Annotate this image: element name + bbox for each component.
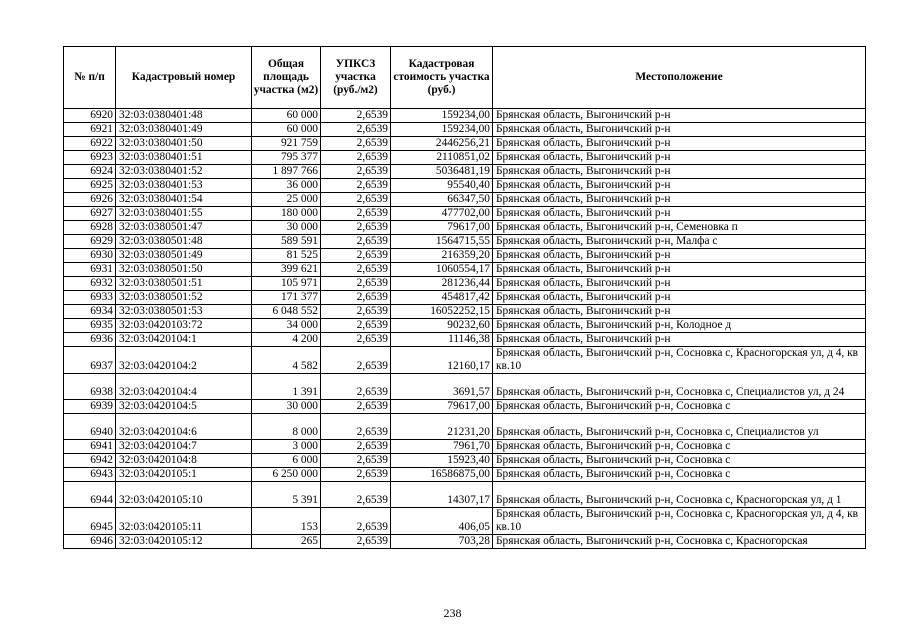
cell-rate: 2,6539 [321, 221, 391, 235]
cell-rate: 2,6539 [321, 535, 391, 549]
cell-area: 6 250 000 [252, 468, 321, 482]
cell-rate: 2,6539 [321, 414, 391, 440]
cell-cadastral: 32:03:0420104:7 [116, 440, 252, 454]
cell-cadastral: 32:03:0420104:6 [116, 414, 252, 440]
table-row [64, 235, 866, 249]
cell-location: Брянская область, Выгоничский р-н [493, 333, 866, 347]
header-rate: УПКСЗ участка (руб./м2) [321, 47, 391, 109]
cell-rate: 2,6539 [321, 193, 391, 207]
cell-num: 6920 [64, 109, 116, 123]
cell-cost: 2446256,21 [391, 137, 493, 151]
cell-location: Брянская область, Выгоничский р-н, Сосновка с, Красногорская ул, д 4, кв кв.10 [493, 508, 866, 535]
cell-cost: 79617,00 [391, 221, 493, 235]
cell-cost: 406,05 [391, 508, 493, 535]
page-number: 238 [443, 606, 462, 620]
cell-cost: 90232,60 [391, 319, 493, 333]
cell-location: Брянская область, Выгоничский р-н [493, 109, 866, 123]
cell-area: 4 582 [252, 347, 321, 374]
cell-location: Брянская область, Выгоничский р-н, Малфа с [493, 235, 866, 249]
cell-location: Брянская область, Выгоничский р-н [493, 193, 866, 207]
cell-rate: 2,6539 [321, 137, 391, 151]
cell-location: Брянская область, Выгоничский р-н, Сосновка с, Специалистов ул, д 24 [493, 374, 866, 400]
cell-num: 6940 [64, 414, 116, 440]
cell-location: Брянская область, Выгоничский р-н [493, 137, 866, 151]
cell-area: 4 200 [252, 333, 321, 347]
table-row [64, 468, 866, 482]
cell-rate: 2,6539 [321, 263, 391, 277]
cell-num: 6932 [64, 277, 116, 291]
table-row [64, 109, 866, 123]
cell-cadastral: 32:03:0380501:50 [116, 263, 252, 277]
cell-rate: 2,6539 [321, 249, 391, 263]
cell-cost: 15923,40 [391, 454, 493, 468]
cell-cost: 11146,38 [391, 333, 493, 347]
cell-rate: 2,6539 [321, 109, 391, 123]
cell-area: 1 391 [252, 374, 321, 400]
cell-cost: 454817,42 [391, 291, 493, 305]
cell-num: 6921 [64, 123, 116, 137]
table-row [64, 277, 866, 291]
cell-num: 6928 [64, 221, 116, 235]
table-row [64, 508, 866, 535]
cell-area: 3 000 [252, 440, 321, 454]
cell-rate: 2,6539 [321, 291, 391, 305]
cell-cadastral: 32:03:0380501:48 [116, 235, 252, 249]
cell-cost: 16052252,15 [391, 305, 493, 319]
cell-num: 6926 [64, 193, 116, 207]
cell-cadastral: 32:03:0420104:4 [116, 374, 252, 400]
cell-rate: 2,6539 [321, 468, 391, 482]
table-row [64, 165, 866, 179]
cell-location: Брянская область, Выгоничский р-н [493, 263, 866, 277]
cell-area: 6 048 552 [252, 305, 321, 319]
cell-location: Брянская область, Выгоничский р-н, Сосновка с [493, 468, 866, 482]
cell-location: Брянская область, Выгоничский р-н, Колодное д [493, 319, 866, 333]
cell-area: 81 525 [252, 249, 321, 263]
cell-rate: 2,6539 [321, 235, 391, 249]
table-row [64, 400, 866, 414]
cell-num: 6938 [64, 374, 116, 400]
cell-cadastral: 32:03:0420105:11 [116, 508, 252, 535]
cell-num: 6946 [64, 535, 116, 549]
cell-location: Брянская область, Выгоничский р-н [493, 305, 866, 319]
header-area: Общая площадь участка (м2) [252, 47, 321, 109]
cell-num: 6937 [64, 347, 116, 374]
cell-location: Брянская область, Выгоничский р-н, Сосновка с, Красногорская ул, д 1 [493, 482, 866, 508]
cell-cost: 3691,57 [391, 374, 493, 400]
cell-area: 399 621 [252, 263, 321, 277]
table-row [64, 249, 866, 263]
cell-cadastral: 32:03:0380401:54 [116, 193, 252, 207]
cell-area: 8 000 [252, 414, 321, 440]
cell-num: 6925 [64, 179, 116, 193]
cell-cost: 703,28 [391, 535, 493, 549]
cell-location: Брянская область, Выгоничский р-н [493, 249, 866, 263]
cell-location: Брянская область, Выгоничский р-н, Сосновка с, Красногорская ул, д 4, кв кв.10 [493, 347, 866, 374]
cell-location: Брянская область, Выгоничский р-н, Сосновка с, Специалистов ул [493, 414, 866, 440]
cell-location: Брянская область, Выгоничский р-н [493, 207, 866, 221]
cell-area: 105 971 [252, 277, 321, 291]
cell-num: 6924 [64, 165, 116, 179]
cell-num: 6941 [64, 440, 116, 454]
cell-cadastral: 32:03:0420104:5 [116, 400, 252, 414]
cell-num: 6934 [64, 305, 116, 319]
cell-area: 5 391 [252, 482, 321, 508]
cell-cadastral: 32:03:0420105:12 [116, 535, 252, 549]
cell-cadastral: 32:03:0420104:1 [116, 333, 252, 347]
cell-rate: 2,6539 [321, 151, 391, 165]
cell-rate: 2,6539 [321, 277, 391, 291]
table-row [64, 319, 866, 333]
cell-location: Брянская область, Выгоничский р-н, Сосновка с [493, 440, 866, 454]
cell-num: 6942 [64, 454, 116, 468]
cell-rate: 2,6539 [321, 207, 391, 221]
table-row [64, 291, 866, 305]
cell-location: Брянская область, Выгоничский р-н, Сосновка с [493, 400, 866, 414]
cell-num: 6939 [64, 400, 116, 414]
cell-num: 6943 [64, 468, 116, 482]
cell-rate: 2,6539 [321, 319, 391, 333]
header-num: № п/п [64, 47, 116, 109]
cell-location: Брянская область, Выгоничский р-н [493, 277, 866, 291]
cell-area: 171 377 [252, 291, 321, 305]
cell-location: Брянская область, Выгоничский р-н [493, 151, 866, 165]
cell-num: 6930 [64, 249, 116, 263]
cell-cadastral: 32:03:0380501:49 [116, 249, 252, 263]
cell-area: 60 000 [252, 109, 321, 123]
table-row [64, 151, 866, 165]
table-body [64, 109, 866, 549]
cell-rate: 2,6539 [321, 440, 391, 454]
table-row [64, 374, 866, 400]
cell-area: 180 000 [252, 207, 321, 221]
cell-cadastral: 32:03:0380401:55 [116, 207, 252, 221]
cell-rate: 2,6539 [321, 305, 391, 319]
cell-location: Брянская область, Выгоничский р-н, Сосновка с, Красногорская [493, 535, 866, 549]
cell-cost: 477702,00 [391, 207, 493, 221]
cell-cost: 12160,17 [391, 347, 493, 374]
cell-area: 921 759 [252, 137, 321, 151]
cell-rate: 2,6539 [321, 165, 391, 179]
table-row [64, 482, 866, 508]
header-cost: Кадастровая стоимость участка (руб.) [391, 47, 493, 109]
cell-cost: 159234,00 [391, 123, 493, 137]
cell-rate: 2,6539 [321, 333, 391, 347]
cell-cost: 14307,17 [391, 482, 493, 508]
cell-cadastral: 32:03:0380401:49 [116, 123, 252, 137]
cell-area: 25 000 [252, 193, 321, 207]
table-row [64, 347, 866, 374]
cell-cadastral: 32:03:0380501:47 [116, 221, 252, 235]
cell-cadastral: 32:03:0380401:51 [116, 151, 252, 165]
cell-cost: 1060554,17 [391, 263, 493, 277]
cell-num: 6922 [64, 137, 116, 151]
cell-cost: 1564715,55 [391, 235, 493, 249]
cell-cadastral: 32:03:0380401:52 [116, 165, 252, 179]
cell-location: Брянская область, Выгоничский р-н [493, 179, 866, 193]
cell-cadastral: 32:03:0380401:50 [116, 137, 252, 151]
cell-cost: 5036481,19 [391, 165, 493, 179]
cell-num: 6929 [64, 235, 116, 249]
cell-cadastral: 32:03:0380401:48 [116, 109, 252, 123]
table-row [64, 123, 866, 137]
cell-area: 30 000 [252, 221, 321, 235]
cell-location: Брянская область, Выгоничский р-н [493, 165, 866, 179]
cell-rate: 2,6539 [321, 374, 391, 400]
header-location: Местоположение [493, 47, 866, 109]
cell-rate: 2,6539 [321, 123, 391, 137]
table-row [64, 305, 866, 319]
cadastral-table [63, 46, 866, 549]
header-cadastral: Кадастровый номер [116, 47, 252, 109]
cell-cadastral: 32:03:0380501:51 [116, 277, 252, 291]
cell-area: 1 897 766 [252, 165, 321, 179]
table-row [64, 414, 866, 440]
table-row [64, 179, 866, 193]
cell-num: 6923 [64, 151, 116, 165]
cell-rate: 2,6539 [321, 508, 391, 535]
cell-rate: 2,6539 [321, 454, 391, 468]
table-row [64, 535, 866, 549]
table-row [64, 454, 866, 468]
table-row [64, 137, 866, 151]
cell-num: 6927 [64, 207, 116, 221]
cell-area: 6 000 [252, 454, 321, 468]
cell-cadastral: 32:03:0420104:8 [116, 454, 252, 468]
cell-cadastral: 32:03:0380401:53 [116, 179, 252, 193]
cell-cadastral: 32:03:0420105:1 [116, 468, 252, 482]
cell-area: 589 591 [252, 235, 321, 249]
cell-rate: 2,6539 [321, 347, 391, 374]
cell-cost: 16586875,00 [391, 468, 493, 482]
cell-location: Брянская область, Выгоничский р-н, Семеновка п [493, 221, 866, 235]
cell-num: 6936 [64, 333, 116, 347]
table-header-row [64, 47, 866, 109]
cell-cadastral: 32:03:0420105:10 [116, 482, 252, 508]
cell-cadastral: 32:03:0420103:72 [116, 319, 252, 333]
cell-location: Брянская область, Выгоничский р-н, Сосновка с [493, 454, 866, 468]
cell-num: 6935 [64, 319, 116, 333]
cell-area: 36 000 [252, 179, 321, 193]
table-row [64, 221, 866, 235]
cell-area: 795 377 [252, 151, 321, 165]
cell-cadastral: 32:03:0380501:52 [116, 291, 252, 305]
cell-cost: 21231,20 [391, 414, 493, 440]
cell-cost: 95540,40 [391, 179, 493, 193]
cell-cadastral: 32:03:0420104:2 [116, 347, 252, 374]
cell-cost: 79617,00 [391, 400, 493, 414]
cell-location: Брянская область, Выгоничский р-н [493, 291, 866, 305]
cell-area: 153 [252, 508, 321, 535]
cell-num: 6944 [64, 482, 116, 508]
table-row [64, 193, 866, 207]
cell-num: 6933 [64, 291, 116, 305]
table-row [64, 440, 866, 454]
cell-rate: 2,6539 [321, 400, 391, 414]
cell-cadastral: 32:03:0380501:53 [116, 305, 252, 319]
cell-cost: 66347,50 [391, 193, 493, 207]
cell-area: 265 [252, 535, 321, 549]
cell-area: 30 000 [252, 400, 321, 414]
cell-area: 60 000 [252, 123, 321, 137]
cell-rate: 2,6539 [321, 482, 391, 508]
cell-cost: 159234,00 [391, 109, 493, 123]
cell-cost: 216359,20 [391, 249, 493, 263]
cell-location: Брянская область, Выгоничский р-н [493, 123, 866, 137]
table-row [64, 207, 866, 221]
cell-rate: 2,6539 [321, 179, 391, 193]
cell-cost: 2110851,02 [391, 151, 493, 165]
cell-area: 34 000 [252, 319, 321, 333]
cell-cost: 7961,70 [391, 440, 493, 454]
table-row [64, 333, 866, 347]
cell-num: 6931 [64, 263, 116, 277]
cell-num: 6945 [64, 508, 116, 535]
table-row [64, 263, 866, 277]
cell-cost: 281236,44 [391, 277, 493, 291]
